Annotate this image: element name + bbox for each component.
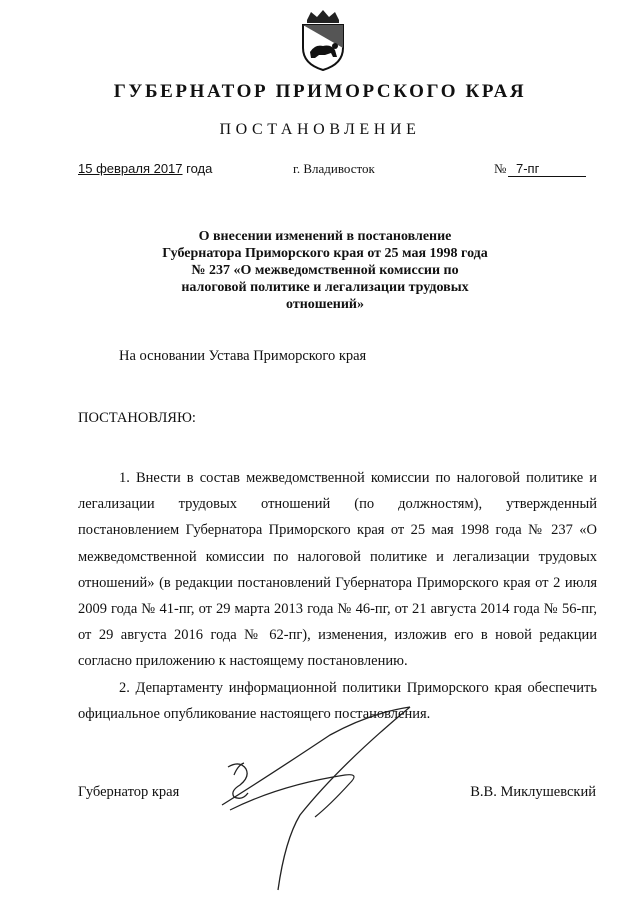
paragraph-1: 1. Внести в состав межведомственной комиссии по налоговой политике и легализации трудовых отношений (по должностям), утвержденный постановлением Губернатора Приморского края от 25 мая 1998 года № 237 «О межведомственной комиссии по налоговой политике и легализации трудовых отношений» (в редакции постановлений Губернатора Приморского края от 2 июля 2009 года № 41-пг, от 29 марта 2013 года № 46-пг, от 21 августа 2014 года № 56-пг, от 29 августа 2016 года № 62-пг), изменения, изложив его в новой редакции согласно приложению к настоящему постановлению.	[78, 470, 597, 670]
document-date	[78, 161, 212, 176]
resolve-heading: ПОСТАНОВЛЯЮ:	[78, 410, 196, 426]
number-sign: №	[494, 161, 507, 176]
handwritten-signature-icon	[200, 705, 470, 895]
date-suffix: года	[182, 161, 213, 176]
document-subject: О внесении изменений в постановление Губернатора Приморского края от 25 мая 1998 года № 237 «О межведомственной комиссии по налоговой политике и легализации трудовых отношений»	[162, 229, 488, 312]
legal-basis: На основании Устава Приморского края	[119, 348, 367, 364]
date-handwritten: 15 февраля 2017	[78, 161, 183, 176]
paragraph-2: 2. Департаменту информационной политики Приморского края обеспечить официальное опубликование настоящего постановления.	[78, 680, 597, 723]
document-type: ПОСТАНОВЛЕНИЕ	[219, 121, 421, 138]
document-number: 7-пг	[508, 161, 586, 177]
signatory-title: Губернатор края	[78, 784, 180, 800]
signatory-name: В.В. Миклушевский	[470, 784, 596, 800]
issuing-authority: ГУБЕРНАТОР ПРИМОРСКОГО КРАЯ	[113, 81, 527, 102]
coat-of-arms-icon	[297, 8, 349, 72]
document-city: г. Владивосток	[293, 161, 375, 176]
